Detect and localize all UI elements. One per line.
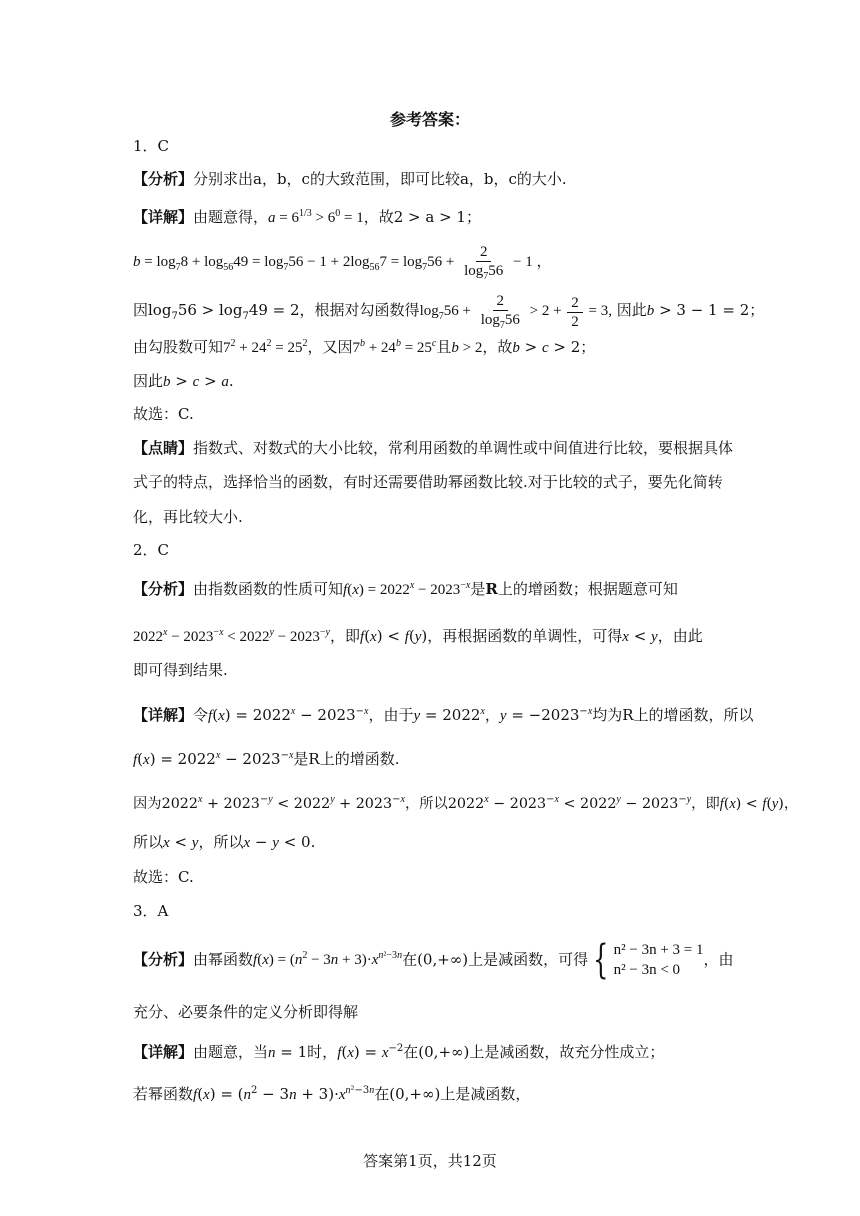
page-footer: 答案第1页，共12页 xyxy=(363,1152,497,1170)
q2-detail-line3: 因为$2022^x + 2023^{-y} < 2022^y + 2023^{-x}$，所以$2022^x - 2023^{-x} < 2022^y - 2023^{-y}$，即f(x) < f(y)， xyxy=(133,794,799,812)
q1-detail-l1-math: $a = 6^{1/3} > 6^0 = 1$ xyxy=(268,208,364,226)
q1-detail-l1-post: ，故2 > a > 1； xyxy=(363,208,481,226)
q3-analysis-l1-math: $f(x) = (n^2 - 3n + 3)\cdot x^{n^2-3n}$ xyxy=(253,950,403,969)
q1-detail-l4-mid2: 且 xyxy=(436,338,452,356)
q3-inequality-system: { n² − 3n + 3 = 1 n² − 3n < 0 xyxy=(593,937,704,984)
q2-analysis-l1-pre: 由指数函数的性质可知 xyxy=(193,580,344,598)
q1-analysis-label: 【分析】 xyxy=(133,170,194,188)
q2-analysis-l1-R: R xyxy=(485,580,498,598)
q1-number: 1．C xyxy=(133,137,170,155)
q1-detail-l1-pre: 由题意得， xyxy=(193,208,269,226)
q2-analysis-l1-post: 上的增函数；根据题意可知 xyxy=(497,580,678,598)
q1-comment-line3: 化，再比较大小. xyxy=(133,508,243,526)
q3-sys-row1: n² − 3n + 3 = 1 xyxy=(613,942,704,958)
q3-analysis-line1 xyxy=(133,937,734,984)
q1-detail-label: 【详解】 xyxy=(133,208,194,226)
q3-detail-line1: 【详解】由题意，当n = 1时，$f(x) = x^{-2}$在(0,+∞)上是减函数，故充分性成立； xyxy=(133,1043,665,1061)
q2-analysis-line3: 即可得到结果. xyxy=(133,661,228,679)
q1-analysis-text: 分别求出a，b，c的大致范围，即可比较a，b，c的大小. xyxy=(193,170,567,188)
q1-detail-l3-pre: 因$\log_756 > \log_749 = 2$，根据对勾函数得 xyxy=(133,301,420,323)
q2-analysis-l1-math: $f(x) = 2022^x - 2023^{-x}$ xyxy=(343,580,471,598)
q1-detail-line4 xyxy=(133,338,595,357)
q1-detail-l4-m3: b > 2 xyxy=(451,340,483,356)
q1-detail-l3-math: $\log_756$ + $\frac{2}{\log_756}$ > 2 + $\frac{2}{2}$ = 3, xyxy=(419,293,613,331)
q1-detail-line1 xyxy=(133,208,481,227)
q2-choice: 故选：C. xyxy=(133,868,194,886)
q1-detail-line5: 因此b > c > a. xyxy=(133,372,234,390)
q2-analysis-l1-mid: 是 xyxy=(470,580,486,598)
q3-sys-row2: n² − 3n < 0 xyxy=(613,962,681,979)
q3-detail-label: 【详解】 xyxy=(133,1043,194,1061)
q2-number: 2．C xyxy=(133,541,170,559)
q1-comment-line2: 式子的特点，选择恰当的函数，有时还需要借助幂函数比较.对于比较的式子，要先化简转 xyxy=(133,473,723,491)
q1-detail-l4-mid: ，又因 xyxy=(307,338,353,356)
q3-analysis-l1-pre: 由幂函数 xyxy=(193,950,254,969)
q1-detail-l4-m2: $7^b + 24^b = 25^c$ xyxy=(352,338,437,356)
q1-comment-line1 xyxy=(133,439,733,457)
q3-analysis-line2: 充分、必要条件的定义分析即得解 xyxy=(133,1003,359,1021)
q2-detail-label: 【详解】 xyxy=(133,706,194,724)
q2-analysis-l2-math: $2022^x - 2023^{-x} < 2022^y - 2023^{-y}$ xyxy=(133,627,330,645)
q1-comment-l1: 指数式、对数式的大小比较，常利用函数的单调性或中间值进行比较，要根据具体 xyxy=(193,439,734,457)
q2-analysis-line1 xyxy=(133,580,678,599)
q3-analysis-l1-mid: 在(0,+∞)上是减函数，可得 xyxy=(402,950,589,969)
q2-analysis-line2: $2022^x - 2023^{-x} < 2022^y - 2023^{-y}$，即f(x) < f(y)，再根据函数的单调性，可得x < y，由此 xyxy=(133,627,703,645)
q2-detail-line1: 【详解】令$f(x) = 2022^x - 2023^{-x}$，由于$y = 2022^x$，$y = -2023^{-x}$均为R上的增函数，所以 xyxy=(133,706,754,724)
q3-analysis-label: 【分析】 xyxy=(133,950,194,969)
q1-detail-l2: $b = \log_78 + \log_{56}49 = \log_756 - 1 + 2\log_{56}7 = \log_756$ + $\frac{2}{\log_756}$ − 1 ， xyxy=(133,244,552,282)
q1-comment-label: 【点睛】 xyxy=(133,439,194,457)
q2-detail-line2: $f(x) = 2022^x - 2023^{-x}$是R上的增函数. xyxy=(133,750,400,768)
q1-detail-line3 xyxy=(133,292,764,332)
q1-detail-line2 xyxy=(133,243,552,283)
q3-number: 3．A xyxy=(133,902,169,920)
q1-choice: 故选：C. xyxy=(133,405,194,423)
q1-detail-l4-m1: $7^2 + 24^2 = 25^2$ xyxy=(223,338,308,356)
q1-detail-l4-post: ，故b > c > 2； xyxy=(482,338,596,356)
q3-detail-line2: 若幂函数$f(x) = (n^2 - 3n + 3)\cdot x^{n^2-3n}$在(0,+∞)上是减函数， xyxy=(133,1085,531,1103)
q1-detail-l4-pre: 由勾股数可知 xyxy=(133,338,224,356)
q3-analysis-l1-post: ，由 xyxy=(703,950,734,969)
q1-analysis xyxy=(133,170,567,188)
q1-detail-l3-post: 因此b > 3 − 1 = 2； xyxy=(612,301,765,320)
page-title: 参考答案： xyxy=(389,110,470,129)
q2-analysis-label: 【分析】 xyxy=(133,580,194,598)
q2-detail-line4: 所以x < y，所以x − y < 0. xyxy=(133,833,316,851)
